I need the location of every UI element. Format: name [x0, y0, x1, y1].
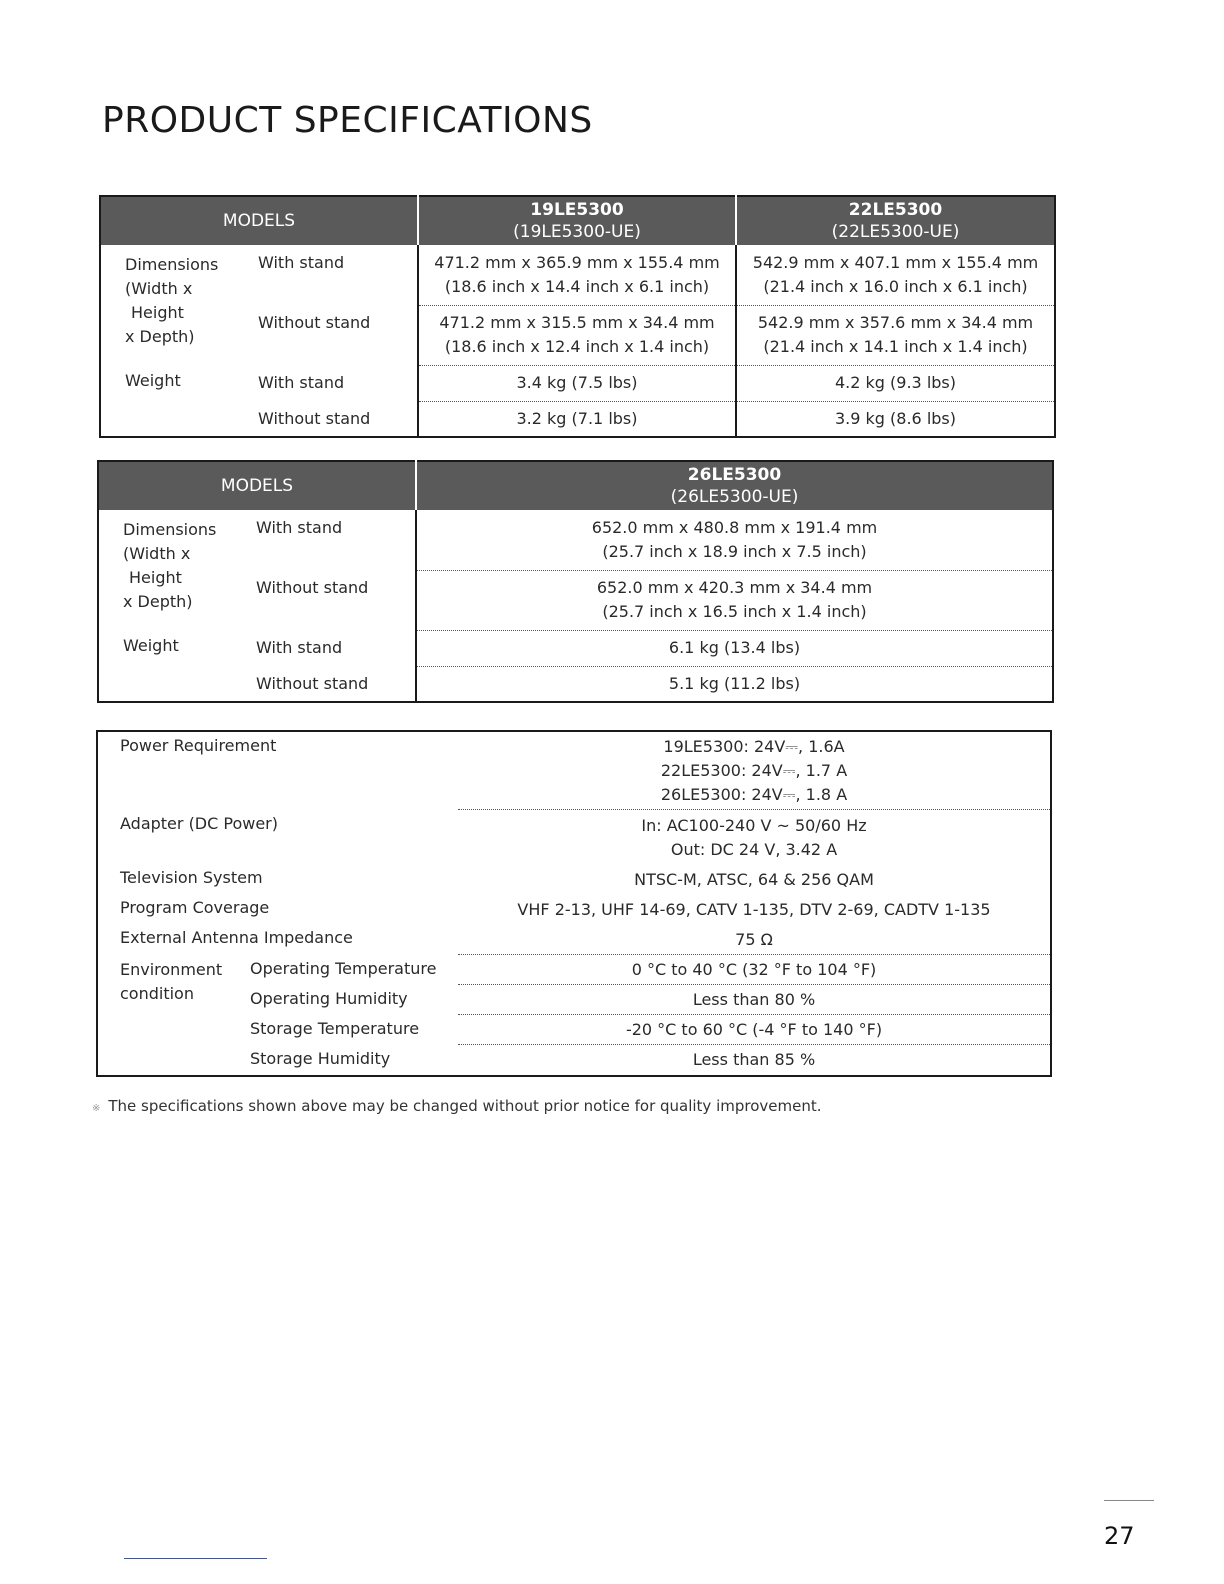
without-stand-label: Without stand — [258, 313, 371, 332]
value-line: (21.4 inch x 16.0 inch x 6.1 inch) — [763, 276, 1028, 296]
model-code: (19LE5300-UE) — [513, 222, 641, 242]
value-line: In: AC100-240 V ~ 50/60 Hz — [641, 816, 867, 835]
storage-humidity-label: Storage Humidity — [250, 1049, 391, 1068]
dim-with-stand-22 — [736, 245, 1055, 305]
with-stand-label: With stand — [258, 373, 345, 392]
dim-with-stand-26 — [416, 510, 1053, 570]
storage-humidity-value: Less than 85 % — [692, 1050, 816, 1069]
value-line: (25.7 inch x 16.5 inch x 1.4 inch) — [602, 602, 867, 621]
row-divider — [458, 984, 1050, 985]
models-header: MODELS — [98, 461, 416, 510]
tv-system-value: NTSC-M, ATSC, 64 & 256 QAM — [634, 870, 874, 889]
divider — [124, 1558, 267, 1559]
dim-with-stand-19 — [418, 245, 736, 305]
operating-temperature-value: 0 °C to 40 °C (32 °F to 104 °F) — [631, 960, 877, 979]
model-code: (22LE5300-UE) — [831, 222, 960, 242]
row-divider — [458, 1044, 1050, 1045]
value-line: 652.0 mm x 480.8 mm x 191.4 mm — [591, 517, 878, 537]
model-column-26 — [416, 461, 1053, 510]
adapter-values — [458, 814, 1050, 862]
model-column-22 — [736, 196, 1055, 245]
page-number: 27 — [1104, 1522, 1135, 1550]
weight-without-stand-19: 3.2 kg (7.1 lbs) — [418, 401, 736, 437]
weight-with-stand-19: 3.4 kg (7.5 lbs) — [418, 365, 736, 401]
dim-without-stand-22 — [736, 305, 1055, 365]
value-line: 652.0 mm x 420.3 mm x 34.4 mm — [596, 578, 873, 597]
weight-without-stand-26: 5.1 kg (11.2 lbs) — [416, 666, 1053, 702]
weight-label: Weight — [123, 636, 179, 655]
footnote — [92, 1097, 822, 1115]
antenna-label: External Antenna Impedance — [120, 928, 353, 947]
storage-temperature-value: -20 °C to 60 °C (-4 °F to 140 °F) — [625, 1020, 883, 1039]
value-line: (18.6 inch x 12.4 inch x 1.4 inch) — [444, 337, 710, 356]
power-requirement-label: Power Requirement — [120, 736, 277, 755]
value-line: 542.9 mm x 407.1 mm x 155.4 mm — [752, 252, 1039, 272]
model-name: 22LE5300 — [848, 200, 943, 220]
environment-label — [120, 958, 222, 1006]
value-line: (18.6 inch x 14.4 inch x 6.1 inch) — [444, 276, 710, 296]
label-line: Height — [131, 303, 184, 322]
dim-without-stand-26 — [416, 570, 1053, 630]
value-line: 471.2 mm x 365.9 mm x 155.4 mm — [434, 252, 720, 272]
adapter-label: Adapter (DC Power) — [120, 814, 278, 833]
without-stand-label: Without stand — [258, 408, 371, 428]
dimensions-label — [98, 510, 246, 630]
antenna-value: 75 Ω — [735, 930, 773, 949]
row-divider — [458, 954, 1050, 955]
operating-humidity-label: Operating Humidity — [250, 989, 408, 1008]
spec-table-26 — [97, 460, 1054, 703]
with-stand-label: With stand — [256, 518, 343, 537]
model-code: (26LE5300-UE) — [670, 487, 799, 507]
power-requirement-values — [458, 735, 1050, 807]
note-mark: ※ — [92, 1103, 101, 1114]
label-line: (Width x — [125, 279, 193, 298]
label-line: Dimensions — [123, 520, 217, 539]
operating-temperature-label: Operating Temperature — [250, 959, 437, 978]
label-line: (Width x — [123, 544, 191, 563]
divider — [1104, 1500, 1154, 1501]
weight-without-stand-22: 3.9 kg (8.6 lbs) — [736, 401, 1055, 437]
storage-temperature-label: Storage Temperature — [250, 1019, 420, 1038]
program-coverage-value: VHF 2-13, UHF 14-69, CATV 1-135, DTV 2-69, CADTV 1-135 — [517, 900, 991, 919]
label-line: Environment — [120, 960, 223, 979]
value-line: 542.9 mm x 357.6 mm x 34.4 mm — [757, 313, 1034, 332]
with-stand-label: With stand — [256, 638, 343, 657]
with-stand-label: With stand — [258, 253, 345, 272]
model-name: 26LE5300 — [687, 465, 782, 485]
value-line: (21.4 inch x 14.1 inch x 1.4 inch) — [763, 337, 1028, 356]
empty-cell — [98, 666, 246, 702]
without-stand-label: Without stand — [256, 578, 369, 597]
label-line: Height — [129, 568, 182, 587]
value-line: 26LE5300: 24V⎓, 1.8 A — [660, 785, 848, 804]
value-line: Out: DC 24 V, 3.42 A — [670, 840, 838, 859]
operating-humidity-value: Less than 80 % — [692, 990, 816, 1009]
label-line: Dimensions — [125, 255, 219, 274]
without-stand-label: Without stand — [256, 673, 369, 693]
dimensions-label — [100, 245, 248, 365]
value-line: (25.7 inch x 18.9 inch x 7.5 inch) — [602, 541, 867, 561]
label-line: condition — [120, 984, 194, 1003]
footnote-text: The specifications shown above may be changed without prior notice for quality improvement. — [108, 1097, 822, 1115]
label-line: x Depth) — [123, 592, 193, 611]
models-header: MODELS — [100, 196, 418, 245]
label-line: x Depth) — [125, 327, 195, 346]
empty-cell — [100, 401, 248, 437]
value-line: 22LE5300: 24V⎓, 1.7 A — [660, 761, 848, 780]
page-title: PRODUCT SPECIFICATIONS — [102, 100, 593, 141]
spec-table-19-22 — [99, 195, 1056, 438]
weight-with-stand-26: 6.1 kg (13.4 lbs) — [416, 630, 1053, 666]
weight-with-stand-22: 4.2 kg (9.3 lbs) — [736, 365, 1055, 401]
program-coverage-label: Program Coverage — [120, 898, 270, 917]
value-line: 19LE5300: 24V⎓, 1.6A — [663, 737, 845, 756]
weight-label: Weight — [125, 371, 181, 390]
power-spec-table — [96, 730, 1052, 1077]
dim-without-stand-19 — [418, 305, 736, 365]
row-divider — [458, 809, 1050, 810]
value-line: 471.2 mm x 315.5 mm x 34.4 mm — [439, 313, 715, 332]
model-name: 19LE5300 — [530, 200, 624, 220]
model-column-19 — [418, 196, 736, 245]
row-divider — [458, 1014, 1050, 1015]
tv-system-label: Television System — [120, 868, 263, 887]
